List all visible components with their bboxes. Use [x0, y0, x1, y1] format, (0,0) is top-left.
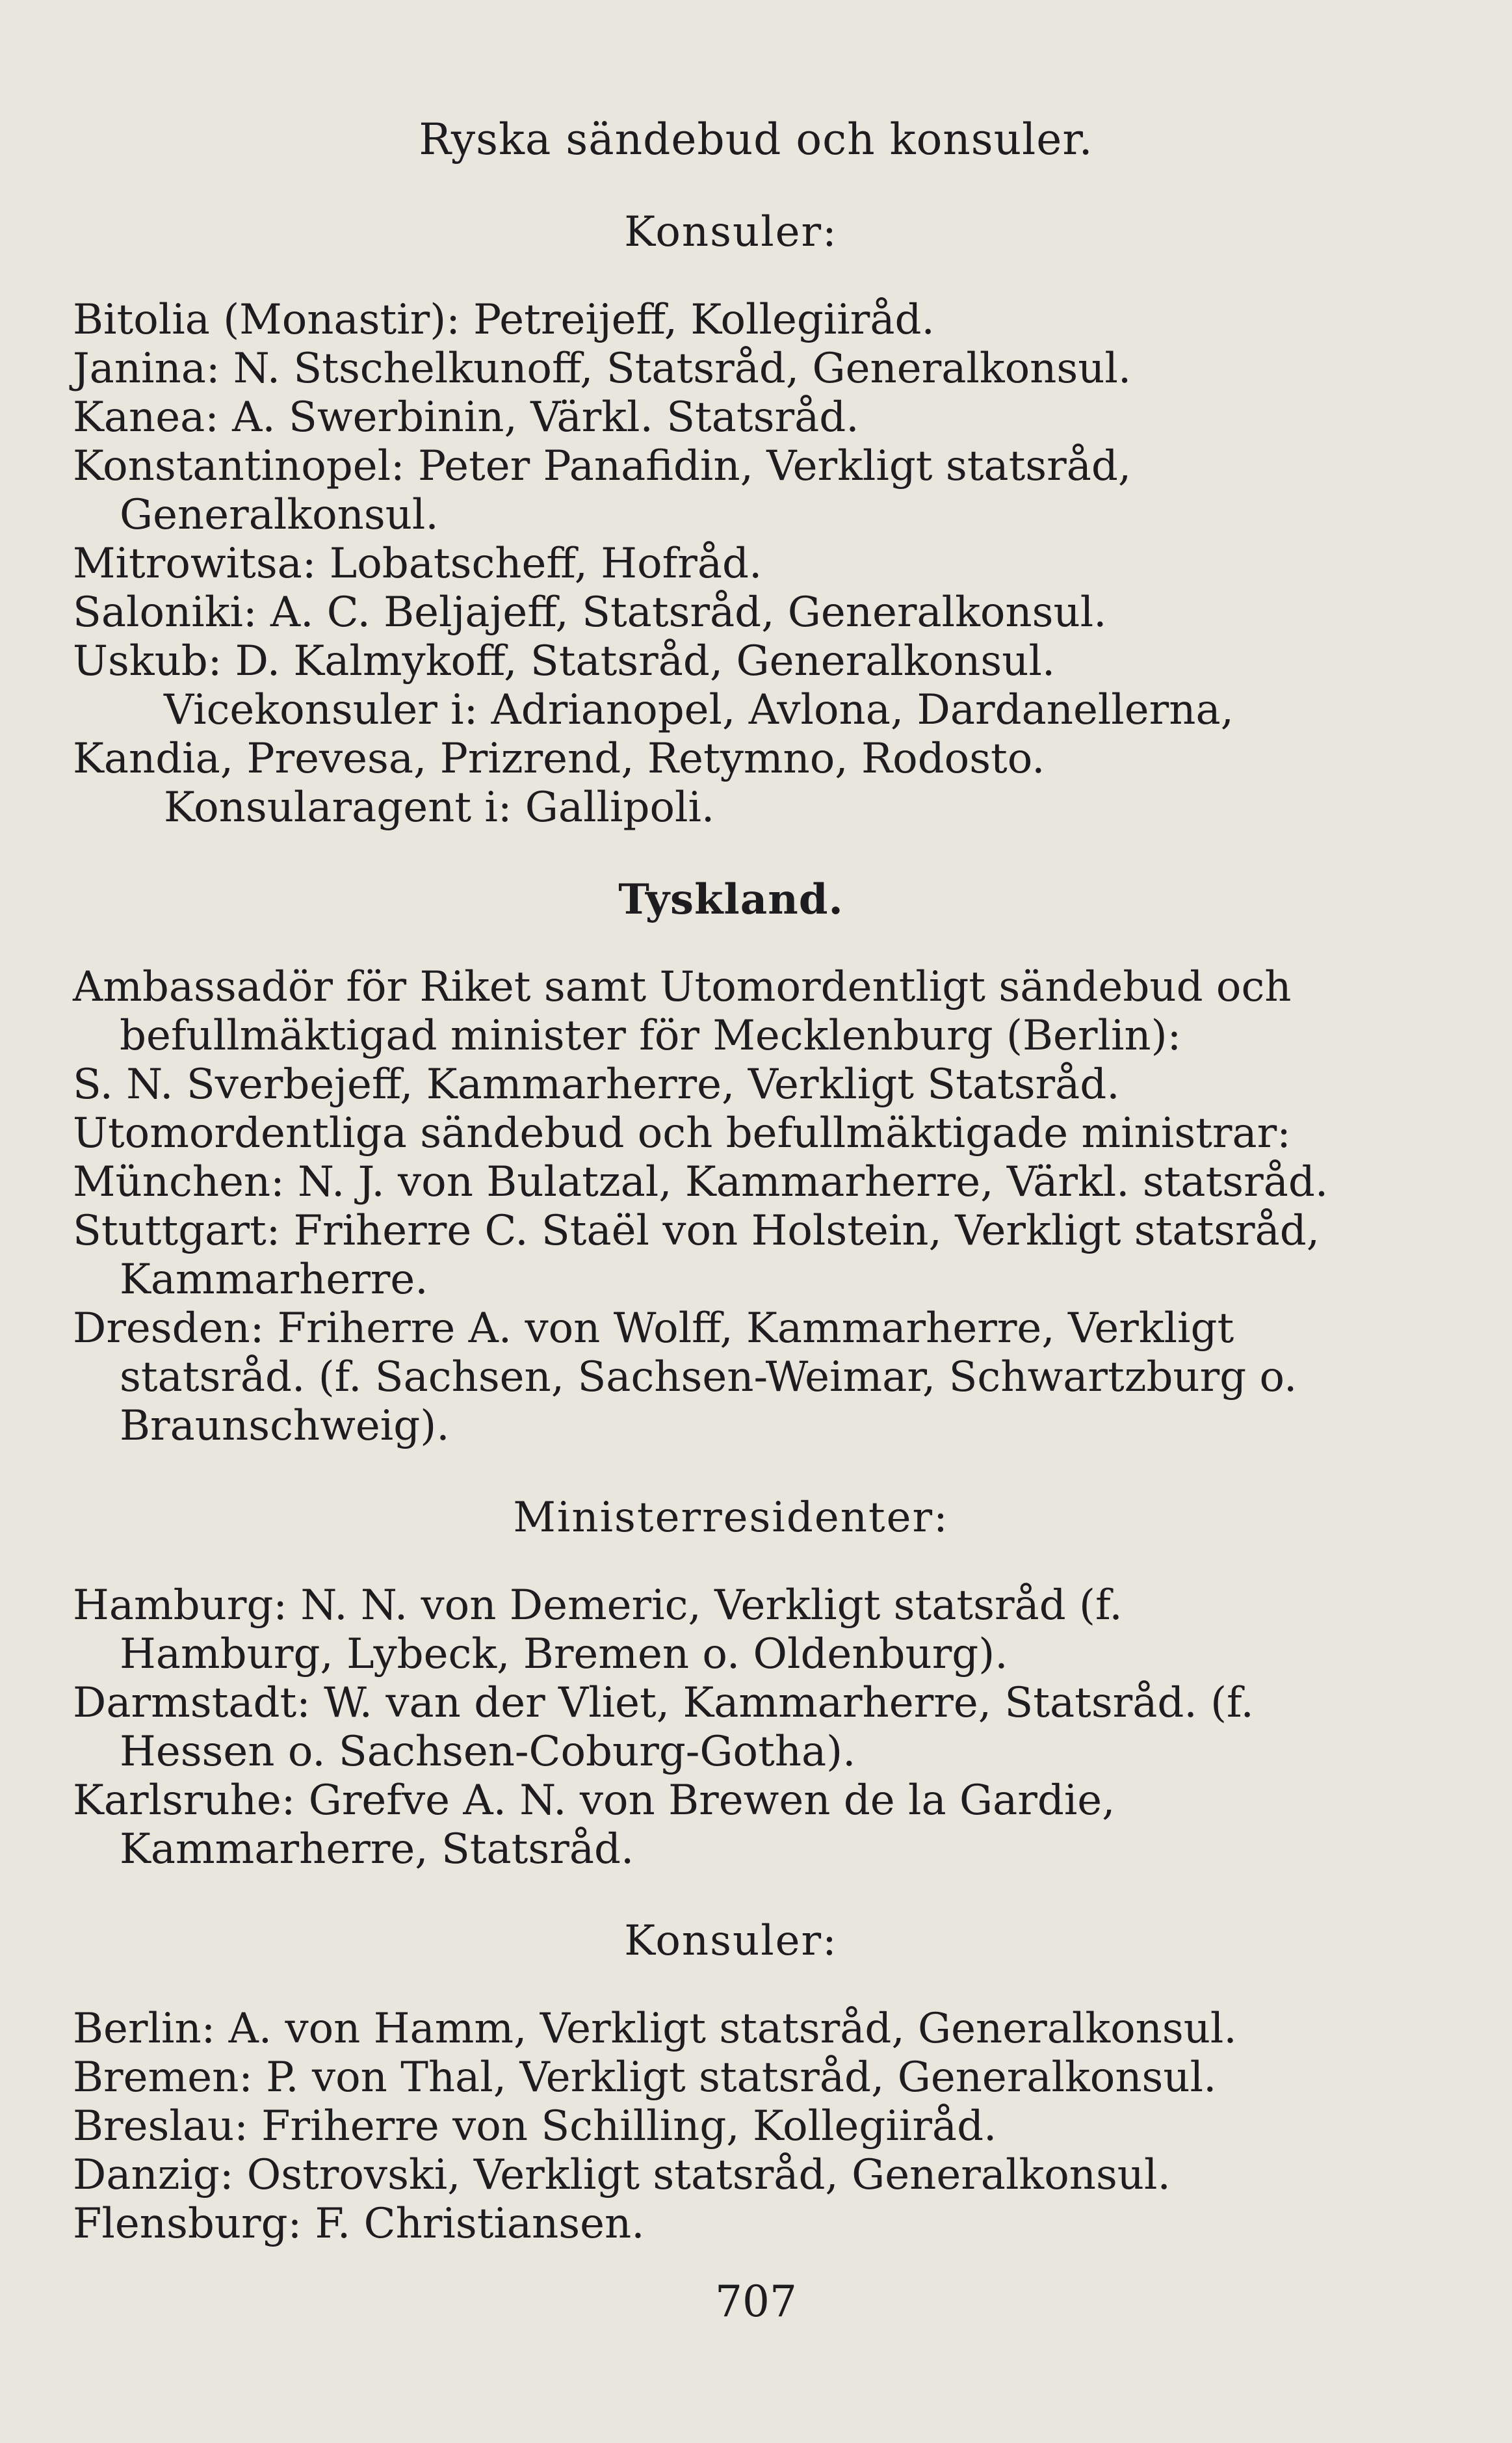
entry-sverbejeff: S. N. Sverbejeff, Kammarherre, Verkligt Statsråd. — [73, 1061, 1120, 1109]
entry-dresden: Dresden: Friherre A. von Wolff, Kammarherre, Verkligt statsråd. (f. Sachsen, Sachsen-Weimar, Schwartzburg o. Braunschweig). — [73, 1304, 1297, 1450]
entry-kanea: Kanea: A. Swerbinin, Värkl. Statsråd. — [73, 393, 859, 442]
entry-saloniki: Saloniki: A. C. Beljajeff, Statsråd, Generalkonsul. — [73, 588, 1107, 637]
section-heading-ministerresidenter: Ministerresidenter: — [513, 1494, 949, 1542]
vicekonsuler-paragraph: Vicekonsuler i: Adrianopel, Avlona, Dardanellerna, Kandia, Prevesa, Prizrend, Retymno, Rodosto. — [73, 686, 1234, 783]
konsularagent-paragraph: Konsularagent i: Gallipoli. — [164, 784, 715, 832]
entry-munchen: München: N. J. von Bulatzal, Kammarherre, Värkl. statsråd. — [73, 1158, 1329, 1206]
entry-stuttgart: Stuttgart: Friherre C. Staël von Holstein, Verkligt statsråd, Kammarherre. — [73, 1207, 1320, 1304]
page-body — [73, 208, 1331, 2249]
entry-berlin: Berlin: A. von Hamm, Verkligt statsråd, Generalkonsul. — [73, 2005, 1237, 2053]
entry-janina: Janina: N. Stschelkunoff, Statsråd, Generalkonsul. — [73, 345, 1132, 393]
entry-karlsruhe: Karlsruhe: Grefve A. N. von Brewen de la Gardie, Kammarherre, Statsråd. — [73, 1776, 1115, 1873]
entry-konstantinopel: Konstantinopel: Peter Panafidin, Verkligt statsråd, Generalkonsul. — [73, 442, 1132, 539]
entry-uskub: Uskub: D. Kalmykoff, Statsråd, Generalkonsul. — [73, 637, 1056, 685]
page-number: 707 — [715, 2277, 797, 2327]
entry-bremen: Bremen: P. von Thal, Verkligt statsråd, Generalkonsul. — [73, 2053, 1217, 2102]
entry-bitolia: Bitolia (Monastir): Petreijeff, Kollegiiråd. — [73, 296, 935, 344]
entry-danzig: Danzig: Ostrovski, Verkligt statsråd, Generalkonsul. — [73, 2151, 1171, 2199]
entry-ambassador: Ambassadör för Riket samt Utomordentligt sändebud och befullmäktigad minister för Mecklenburg (Berlin): — [73, 963, 1292, 1060]
entry-hamburg: Hamburg: N. N. von Demeric, Verkligt statsråd (f. Hamburg, Lybeck, Bremen o. Oldenburg). — [73, 1581, 1123, 1678]
entry-flensburg: Flensburg: F. Christiansen. — [73, 2200, 645, 2248]
section-heading-tyskland: Tyskland. — [618, 875, 844, 924]
section-heading-konsuler: Konsuler: — [624, 208, 838, 256]
running-header: Ryska sändebud och konsuler. — [419, 114, 1093, 165]
entry-mitrowitsa: Mitrowitsa: Lobatscheff, Hofråd. — [73, 540, 763, 588]
entry-ministrar-heading: Utomordentliga sändebud och befullmäktigade ministrar: — [73, 1109, 1291, 1157]
entry-darmstadt: Darmstadt: W. van der Vliet, Kammarherre, Statsråd. (f. Hessen o. Sachsen-Coburg-Gotha). — [73, 1679, 1254, 1776]
section-heading-konsuler-tyskland: Konsuler: — [624, 1917, 838, 1965]
entry-breslau: Breslau: Friherre von Schilling, Kollegiiråd. — [73, 2102, 997, 2150]
